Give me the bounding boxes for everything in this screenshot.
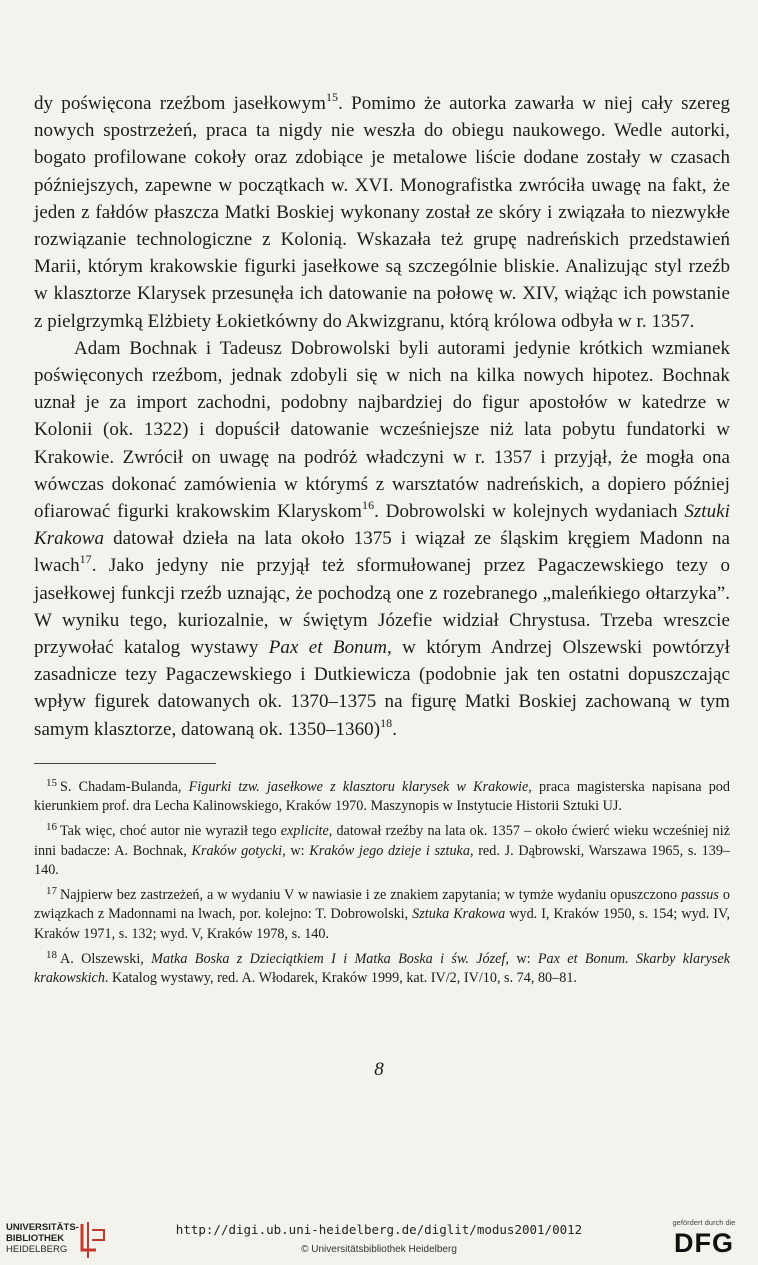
- footnote-16: [34, 822, 730, 881]
- footnote-divider: [34, 763, 216, 764]
- footnote-number: 18: [46, 948, 57, 961]
- italic-title: Sztuki Krakowa: [34, 501, 730, 550]
- text-run: o związkach z Madonnami na lwach, por. kolejno: T. Dobrowolski,: [34, 886, 730, 923]
- footnote-ref-15[interactable]: 15: [325, 90, 339, 104]
- page-body: [34, 90, 730, 994]
- footnote-ref-17[interactable]: 17: [79, 552, 92, 567]
- paragraph-2: [34, 335, 730, 743]
- text-run: , red. J. Dąbrowski, Warszawa 1965, s. 139–140.: [34, 842, 731, 879]
- italic-title: Sztuka Krakowa: [412, 906, 506, 923]
- library-name-line2: BIBLIOTHEK: [6, 1233, 65, 1244]
- library-name-line3: HEIDELBERG: [6, 1244, 68, 1255]
- italic-title: Kraków jego dzieje i sztuka: [309, 842, 470, 859]
- footnote-15: [34, 778, 730, 817]
- text-run: .: [392, 718, 397, 740]
- text-run: , w:: [505, 950, 538, 967]
- footnote-number: 16: [46, 821, 57, 834]
- text-run: . Pomimo że autorka zawarła w niej cały szereg nowych spostrzeżeń, praca ta nigdy nie weszła do obiegu naukowego. Wedle autorki, bogato profilowane cokoły oraz zdobiące je metalowe liście dodane zostały w czasach późniejszych, zapewne w początkach w. XVI. Monografistka zwróciła uwagę na fakt, że jeden z fałdów płaszcza Matki Boskiej wykonany został ze skóry i związała to niezwykłe rozwiązanie technologiczne z Kolonią. Wskazała też grupę nadreńskich przedstawień Marii, którym krakowskie figurki jasełkowe są szczególnie bliskie. Analizując styl rzeźb w klasztorze Klarysek przesunęła ich datowanie na połowę w. XIV, wiążąc ich powstanie z pielgrzymką Elżbiety Łokietkówny do Akwizgranu, którą królowa odbyła w r. 1357.: [34, 93, 730, 332]
- dfg-wordmark: DFG: [674, 1228, 734, 1258]
- text-run: . Jako jedyny nie przyjął też sformułowanej przez Pagaczewskiego tezy o jasełkowej funkcji rzeźb uznając, że pochodzą one z rozebranego „maleńkiego ołtarzyka”. W wyniku tego, kuriozalnie, w świętym Józefie widział Chrystusa. Trzeba wreszcie przywołać katalog wystawy: [34, 555, 730, 659]
- italic-title: Figurki tzw. jasełkowe z klasztoru klarysek w Krakowie: [188, 778, 529, 795]
- digitization-footer: [0, 1212, 758, 1265]
- text-run: wyd. I, Kraków 1950, s. 154; wyd. IV, Kraków 1971, s. 132; wyd. V, Kraków 1978, s. 140.: [34, 906, 730, 943]
- footnote-18: [34, 950, 730, 989]
- library-name-line1: UNIVERSITÄTS-: [6, 1222, 79, 1233]
- source-url[interactable]: http://digi.ub.uni-heidelberg.de/diglit/modus2001/0012: [175, 1222, 583, 1237]
- footnote-ref-18[interactable]: 18: [380, 715, 393, 730]
- text-run: . Dobrowolski w kolejnych wydaniach: [374, 501, 685, 523]
- footnote-17: [34, 886, 730, 945]
- text-run: , datował rzeźby na lata ok. 1357 – około ćwierć wieku wcześniej niż inni badacze: A. Bochnak,: [34, 823, 730, 859]
- funded-by-label: gefördert durch die: [672, 1218, 736, 1227]
- text-run: Tak więc, choć autor nie wyraził tego: [60, 823, 281, 840]
- text-run: dy poświęcona rzeźbom jasełkowym: [34, 93, 326, 114]
- text-run: datował dzieła na lata około 1375 i wiązał ze śląskim kręgiem Madonn na lwach: [34, 528, 730, 577]
- dfg-logo[interactable]: [664, 1218, 744, 1257]
- text-run: , praca magisterska napisana pod kierunkiem prof. dra Lecha Kalinowskiego, Kraków 1970. Maszynopis w Instytucie Historii Sztuki UJ.: [34, 778, 730, 815]
- text-run: Najpierw bez zastrzeżeń, a w wydaniu V w nawiasie i ze znakiem zapytania; w tymże wydaniu opuszczono: [60, 886, 682, 903]
- footnote-ref-16[interactable]: 16: [362, 498, 375, 513]
- footnote-number: 17: [46, 884, 57, 897]
- italic-title: Matka Boska z Dzieciątkiem I i Matka Boska i św. Józef: [151, 950, 506, 967]
- paragraph-1: [34, 90, 730, 335]
- italic-title: Pax et Bonum: [268, 637, 387, 659]
- text-run: , w:: [282, 842, 310, 859]
- text-run: S. Chadam-Bulanda,: [60, 778, 189, 795]
- italic-title: Pax et Bonum. Skarby klarysek krakowskich: [34, 950, 731, 987]
- italic-title: Kraków gotycki: [191, 842, 283, 859]
- italic-term: explicite: [280, 823, 329, 840]
- italic-term: passus: [681, 886, 719, 903]
- text-run: , w którym Andrzej Olszewski powtórzył zasadnicze tezy Pagaczewskiego i Dutkiewicza (podobnie jak ten ostatni dopuszczając wpływ figurek datowanych ok. 1370–1375 na figurę Matki Boskiej zachowaną w tym samym klasztorze, datowaną ok. 1350–1360): [34, 637, 730, 740]
- text-run: . Katalog wystawy, red. A. Włodarek, Kraków 1999, kat. IV/2, IV/10, s. 74, 80–81.: [104, 970, 577, 987]
- copyright-notice: © Universitätsbibliothek Heidelberg: [301, 1244, 457, 1255]
- footnote-number: 15: [46, 776, 57, 789]
- page-number: 8: [374, 1059, 384, 1080]
- text-run: Adam Bochnak i Tadeusz Dobrowolski byli autorami jedynie krótkich wzmianek poświęconych rzeźbom, jednak zdobyli się w nich na kilka nowych hipotez. Bochnak uznał je za import zachodni, podobny najbardziej do figur apostołów w katedrze w Kolonii (ok. 1322) i dopuścił datowanie wcześniejsze niż lata pobytu fundatorki w Krakowie. Zwrócił on uwagę na podróż władczyni w r. 1357 i przyjął, że mogła ona wówczas dokonać zamówienia w którymś z warsztatów nadreńskich, a dopiero później ofiarować figurki krakowskim Klaryskom: [34, 337, 730, 523]
- text-run: A. Olszewski,: [60, 950, 152, 967]
